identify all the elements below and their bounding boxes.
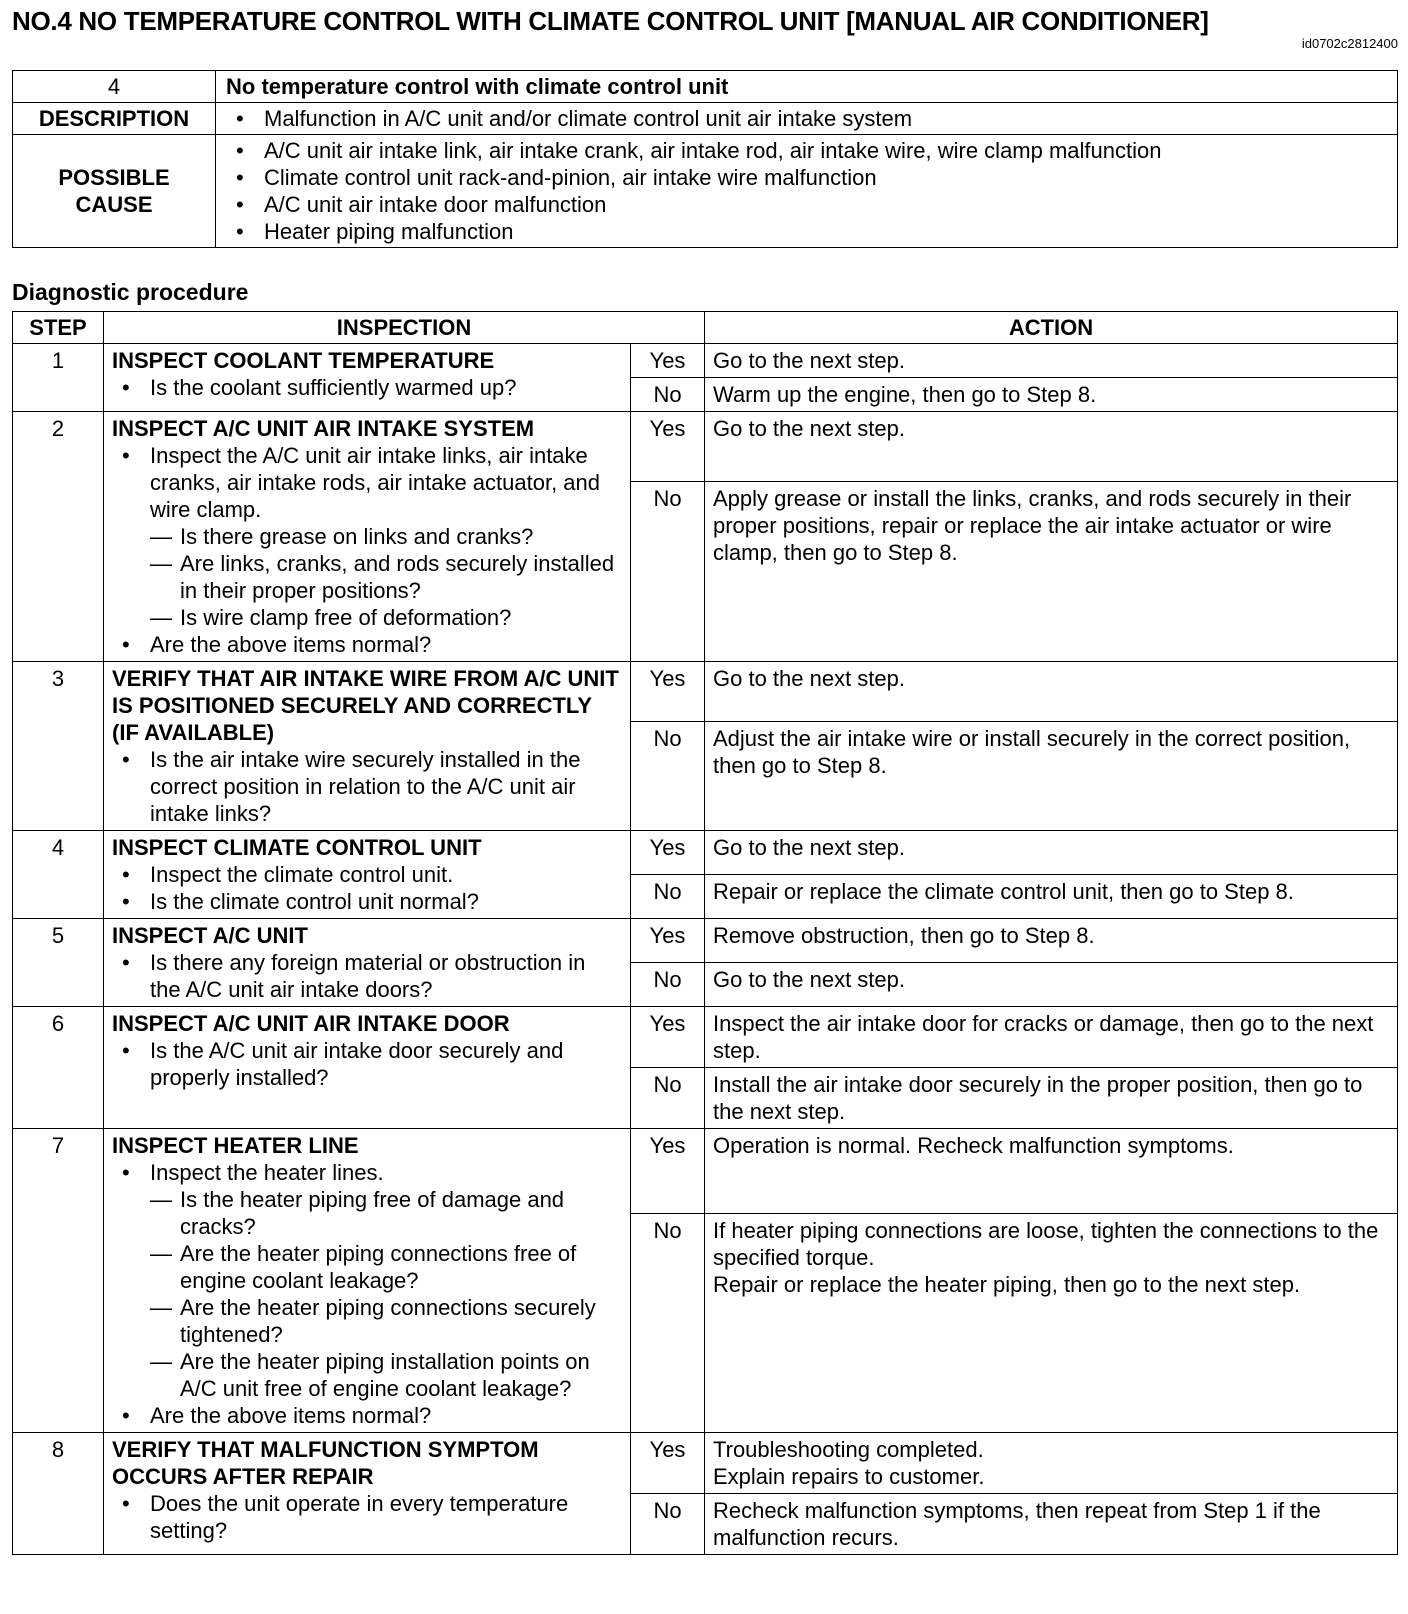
step-3-yes-label: Yes bbox=[631, 662, 705, 722]
diagnostic-table bbox=[12, 311, 1398, 1555]
step-2-inspection bbox=[104, 412, 631, 662]
step-8-yes-label: Yes bbox=[631, 1433, 705, 1494]
step-5-bullet: • Is there any foreign material or obstruction in the A/C unit air intake doors? bbox=[112, 949, 622, 1003]
step-8-yes-action-line1: Troubleshooting completed. bbox=[713, 1437, 984, 1462]
header-step: STEP bbox=[13, 312, 104, 344]
step-1-number: 1 bbox=[13, 344, 104, 412]
header-action: ACTION bbox=[705, 312, 1398, 344]
step-2-yes-row bbox=[13, 412, 1398, 482]
step-7-bullet bbox=[112, 1159, 622, 1402]
step-1-yes-action: Go to the next step. bbox=[705, 344, 1398, 378]
step-1-yes-label: Yes bbox=[631, 344, 705, 378]
step-8-no-action: Recheck malfunction symptoms, then repeat from Step 1 if the malfunction recurs. bbox=[705, 1494, 1398, 1555]
summary-header-row bbox=[13, 71, 1398, 103]
step-2-no-label: No bbox=[631, 481, 705, 661]
step-4-bullet: • Is the climate control unit normal? bbox=[112, 888, 622, 915]
step-7-yes-row bbox=[13, 1129, 1398, 1214]
step-8-yes-row bbox=[13, 1433, 1398, 1494]
step-3-inspection bbox=[104, 662, 631, 831]
step-8-inspection bbox=[104, 1433, 631, 1555]
step-8-yes-action-line2: Explain repairs to customer. bbox=[713, 1464, 985, 1489]
possible-cause-row bbox=[13, 135, 1398, 248]
step-3-bullet: • Is the air intake wire securely installed in the correct position in relation to the A/C unit air intake links? bbox=[112, 746, 622, 827]
step-8-yes-action bbox=[705, 1433, 1398, 1494]
header-inspection: INSPECTION bbox=[104, 312, 705, 344]
step-7-check: — Are the heater piping installation points on A/C unit free of engine coolant leakage? bbox=[112, 1348, 622, 1402]
step-8-number: 8 bbox=[13, 1433, 104, 1555]
step-7-yes-label: Yes bbox=[631, 1129, 705, 1214]
step-2-yes-label: Yes bbox=[631, 412, 705, 482]
description-label: DESCRIPTION bbox=[13, 103, 216, 135]
step-2-bullet bbox=[112, 442, 622, 631]
step-6-no-label: No bbox=[631, 1068, 705, 1129]
cause-item: • A/C unit air intake door malfunction bbox=[226, 191, 1387, 218]
step-7-bullet-text: Inspect the heater lines. bbox=[150, 1160, 384, 1185]
step-3-heading: VERIFY THAT AIR INTAKE WIRE FROM A/C UNIT IS POSITIONED SECURELY AND CORRECTLY (IF AVAILABLE) bbox=[112, 666, 619, 745]
step-5-yes-action: Remove obstruction, then go to Step 8. bbox=[705, 919, 1398, 963]
description-cell bbox=[216, 103, 1398, 135]
step-6-number: 6 bbox=[13, 1007, 104, 1129]
step-3-number: 3 bbox=[13, 662, 104, 831]
step-1-no-label: No bbox=[631, 378, 705, 412]
page-title: NO.4 NO TEMPERATURE CONTROL WITH CLIMATE CONTROL UNIT [MANUAL AIR CONDITIONER] bbox=[12, 6, 1209, 36]
step-4-no-label: No bbox=[631, 875, 705, 919]
step-7-heading: INSPECT HEATER LINE bbox=[112, 1133, 359, 1158]
step-8-heading: VERIFY THAT MALFUNCTION SYMPTOM OCCURS AFTER REPAIR bbox=[112, 1437, 539, 1489]
step-2-check: — Is there grease on links and cranks? bbox=[112, 523, 622, 550]
step-5-number: 5 bbox=[13, 919, 104, 1007]
step-6-heading: INSPECT A/C UNIT AIR INTAKE DOOR bbox=[112, 1011, 510, 1036]
possible-cause-label bbox=[13, 135, 216, 248]
cause-item: • Heater piping malfunction bbox=[226, 218, 1387, 245]
step-4-yes-row bbox=[13, 831, 1398, 875]
step-5-heading: INSPECT A/C UNIT bbox=[112, 923, 308, 948]
step-5-yes-label: Yes bbox=[631, 919, 705, 963]
step-8-bullet: • Does the unit operate in every temperature setting? bbox=[112, 1490, 622, 1544]
diagnostic-header-row bbox=[13, 312, 1398, 344]
step-7-no-action-line1: If heater piping connections are loose, tighten the connections to the specified torque. bbox=[713, 1217, 1379, 1270]
step-1-no-action: Warm up the engine, then go to Step 8. bbox=[705, 378, 1398, 412]
step-5-no-label: No bbox=[631, 963, 705, 1007]
cause-item: • Climate control unit rack-and-pinion, air intake wire malfunction bbox=[226, 164, 1387, 191]
step-4-no-action: Repair or replace the climate control unit, then go to Step 8. bbox=[705, 875, 1398, 919]
summary-table bbox=[12, 70, 1398, 248]
step-2-yes-action: Go to the next step. bbox=[705, 412, 1398, 482]
step-7-yes-action: Operation is normal. Recheck malfunction symptoms. bbox=[705, 1129, 1398, 1214]
step-3-no-label: No bbox=[631, 722, 705, 831]
step-4-heading: INSPECT CLIMATE CONTROL UNIT bbox=[112, 835, 482, 860]
step-3-yes-row bbox=[13, 662, 1398, 722]
step-2-bullet: • Are the above items normal? bbox=[112, 631, 622, 658]
step-1-bullet: • Is the coolant sufficiently warmed up? bbox=[112, 374, 622, 401]
step-7-no-action bbox=[705, 1213, 1398, 1432]
possible-cause-label-line1: POSSIBLE bbox=[58, 165, 170, 190]
step-7-bullet: • Are the above items normal? bbox=[112, 1402, 622, 1429]
document-id: id0702c2812400 bbox=[1301, 36, 1398, 51]
step-2-no-action: Apply grease or install the links, cranks, and rods securely in their proper positions, repair or replace the air intake actuator or wire clamp, then go to Step 8. bbox=[705, 481, 1398, 661]
step-3-yes-action: Go to the next step. bbox=[705, 662, 1398, 722]
step-4-inspection bbox=[104, 831, 631, 919]
section-title: Diagnostic procedure bbox=[12, 279, 249, 305]
description-row bbox=[13, 103, 1398, 135]
step-5-yes-row bbox=[13, 919, 1398, 963]
step-1-inspection bbox=[104, 344, 631, 412]
symptom-heading: No temperature control with climate control unit bbox=[216, 71, 1398, 103]
step-4-bullet: • Inspect the climate control unit. bbox=[112, 861, 622, 888]
description-text: • Malfunction in A/C unit and/or climate control unit air intake system bbox=[226, 105, 1387, 132]
step-6-yes-row bbox=[13, 1007, 1398, 1068]
step-7-number: 7 bbox=[13, 1129, 104, 1433]
step-5-no-action: Go to the next step. bbox=[705, 963, 1398, 1007]
step-6-yes-label: Yes bbox=[631, 1007, 705, 1068]
step-4-yes-action: Go to the next step. bbox=[705, 831, 1398, 875]
step-6-yes-action: Inspect the air intake door for cracks or damage, then go to the next step. bbox=[705, 1007, 1398, 1068]
step-2-number: 2 bbox=[13, 412, 104, 662]
step-2-check: — Are links, cranks, and rods securely installed in their proper positions? bbox=[112, 550, 622, 604]
step-6-inspection bbox=[104, 1007, 631, 1129]
step-7-check: — Is the heater piping free of damage and cracks? bbox=[112, 1186, 622, 1240]
step-6-no-action: Install the air intake door securely in the proper position, then go to the next step. bbox=[705, 1068, 1398, 1129]
step-3-no-action: Adjust the air intake wire or install securely in the correct position, then go to Step 8. bbox=[705, 722, 1398, 831]
cause-item: • A/C unit air intake link, air intake crank, air intake rod, air intake wire, wire clamp malfunction bbox=[226, 137, 1387, 164]
step-7-check: — Are the heater piping connections securely tightened? bbox=[112, 1294, 622, 1348]
step-2-check: — Is wire clamp free of deformation? bbox=[112, 604, 622, 631]
step-4-number: 4 bbox=[13, 831, 104, 919]
step-2-bullet-text: Inspect the A/C unit air intake links, air intake cranks, air intake rods, air intake actuator, and wire clamp. bbox=[150, 443, 601, 522]
possible-cause-label-line2: CAUSE bbox=[75, 192, 153, 217]
possible-cause-list bbox=[216, 135, 1398, 248]
step-1-heading: INSPECT COOLANT TEMPERATURE bbox=[112, 348, 495, 373]
symptom-number: 4 bbox=[13, 71, 216, 103]
step-5-inspection bbox=[104, 919, 631, 1007]
step-7-no-action-line2: Repair or replace the heater piping, then go to the next step. bbox=[713, 1271, 1301, 1297]
step-7-inspection bbox=[104, 1129, 631, 1433]
step-1-yes-row bbox=[13, 344, 1398, 378]
step-4-yes-label: Yes bbox=[631, 831, 705, 875]
step-6-bullet: • Is the A/C unit air intake door securely and properly installed? bbox=[112, 1037, 622, 1091]
step-8-no-label: No bbox=[631, 1494, 705, 1555]
step-7-no-label: No bbox=[631, 1213, 705, 1432]
step-2-heading: INSPECT A/C UNIT AIR INTAKE SYSTEM bbox=[112, 416, 535, 441]
step-7-check: — Are the heater piping connections free of engine coolant leakage? bbox=[112, 1240, 622, 1294]
